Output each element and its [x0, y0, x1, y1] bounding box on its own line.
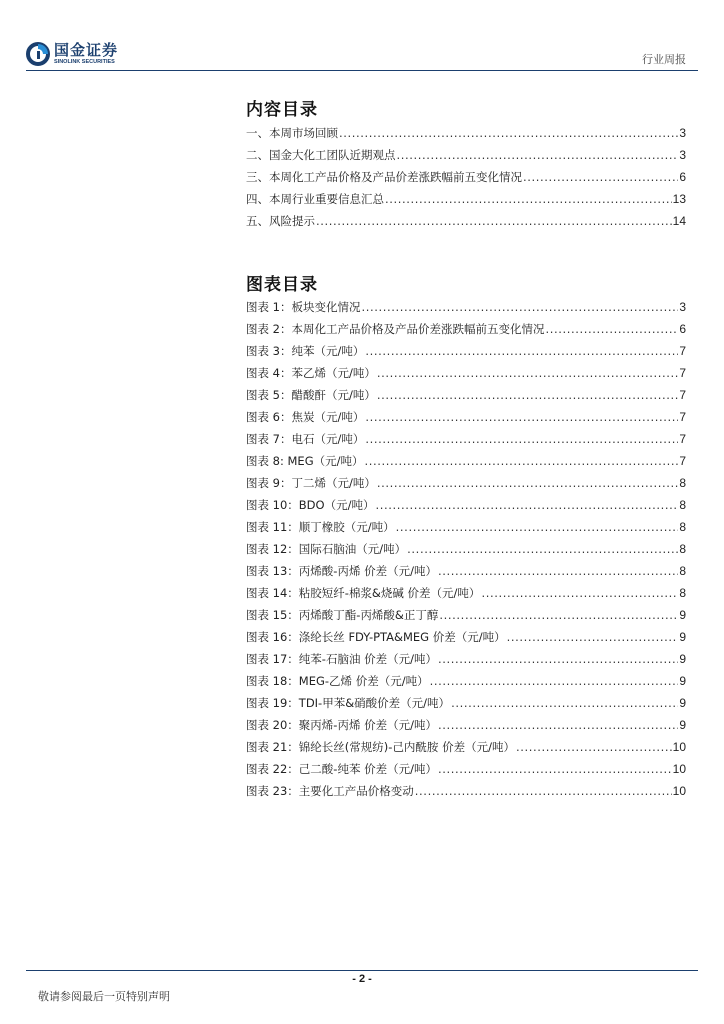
figure-item[interactable]	[246, 758, 686, 780]
toc-page-number: 9	[679, 718, 686, 732]
dot-leader	[523, 166, 678, 188]
dot-leader	[507, 626, 679, 648]
toc-label: 图表 16：涤纶长丝 FDY-PTA&MEG 价差（元/吨）	[246, 630, 506, 644]
toc-label: 图表 23：主要化工产品价格变动	[246, 784, 414, 798]
toc-label: 图表 10：BDO（元/吨）	[246, 498, 375, 512]
toc-page-number: 3	[679, 300, 686, 314]
dot-leader	[415, 780, 672, 802]
figure-item[interactable]	[246, 472, 686, 494]
figure-item[interactable]	[246, 538, 686, 560]
page-header	[0, 0, 724, 72]
toc-page-number: 8	[679, 542, 686, 556]
dot-leader	[365, 406, 678, 428]
toc-label: 一、本周市场回顾	[246, 126, 338, 140]
contents-title: 内容目录	[246, 100, 318, 120]
toc-label: 图表 19：TDI-甲苯&硝酸价差（元/吨）	[246, 696, 451, 710]
figure-item[interactable]	[246, 516, 686, 538]
dot-leader	[397, 144, 679, 166]
dot-leader	[451, 692, 678, 714]
toc-page-number: 7	[679, 388, 686, 402]
dot-leader	[407, 538, 678, 560]
dot-leader	[481, 582, 678, 604]
dot-leader	[516, 736, 672, 758]
toc-page-number: 14	[672, 214, 686, 228]
logo-chinese-name: 国金证券	[54, 41, 119, 59]
figure-item[interactable]	[246, 670, 686, 692]
toc-page-number: 6	[679, 170, 686, 184]
logo-english-name: SINOLINK SECURITIES	[54, 59, 115, 65]
toc-page-number: 9	[679, 652, 686, 666]
toc-label: 图表 11：顺丁橡胶（元/吨）	[246, 520, 395, 534]
dot-leader	[365, 340, 678, 362]
figure-item[interactable]	[246, 560, 686, 582]
toc-page-number: 9	[679, 674, 686, 688]
toc-label: 图表 22：己二酸-纯苯 价差（元/吨）	[246, 762, 437, 776]
toc-label: 图表 21：锦纶长丝(常规纺)-己内酰胺 价差（元/吨）	[246, 740, 515, 754]
toc-page-number: 3	[679, 148, 686, 162]
dot-leader	[377, 362, 678, 384]
toc-label: 图表 7：电石（元/吨）	[246, 432, 365, 446]
toc-page-number: 7	[679, 410, 686, 424]
toc-label: 图表 20：聚丙烯-丙烯 价差（元/吨）	[246, 718, 437, 732]
toc-page-number: 13	[672, 192, 686, 206]
disclaimer-note: 敬请参阅最后一页特别声明	[38, 990, 170, 1003]
toc-label: 图表 6：焦炭（元/吨）	[246, 410, 365, 424]
figure-item[interactable]	[246, 318, 686, 340]
toc-label: 图表 12：国际石脑油（元/吨）	[246, 542, 407, 556]
figure-item[interactable]	[246, 296, 686, 318]
dot-leader	[377, 384, 678, 406]
dot-leader	[438, 714, 678, 736]
figure-item[interactable]	[246, 450, 686, 472]
figure-item[interactable]	[246, 780, 686, 802]
toc-page-number: 7	[679, 366, 686, 380]
contents-item[interactable]	[246, 188, 686, 210]
header-divider	[26, 70, 698, 71]
dot-leader	[396, 516, 679, 538]
contents-item[interactable]	[246, 144, 686, 166]
dot-leader	[339, 122, 678, 144]
toc-label: 图表 9：丁二烯（元/吨）	[246, 476, 376, 490]
toc-label: 图表 13：丙烯酸-丙烯 价差（元/吨）	[246, 564, 437, 578]
toc-page-number: 10	[672, 762, 686, 776]
dot-leader	[361, 296, 678, 318]
toc-page-number: 8	[679, 476, 686, 490]
dot-leader	[430, 670, 679, 692]
toc-label: 五、风险提示	[246, 214, 315, 228]
dot-leader	[375, 494, 678, 516]
figure-item[interactable]	[246, 362, 686, 384]
dot-leader	[545, 318, 678, 340]
toc-page-number: 3	[679, 126, 686, 140]
toc-label: 四、本周行业重要信息汇总	[246, 192, 384, 206]
figure-item[interactable]	[246, 582, 686, 604]
toc-page-number: 7	[679, 454, 686, 468]
figure-item[interactable]	[246, 736, 686, 758]
sinolink-logo-icon	[26, 42, 50, 66]
toc-page-number: 7	[679, 344, 686, 358]
figures-list	[246, 296, 686, 802]
dot-leader	[377, 472, 678, 494]
toc-label: 图表 4：苯乙烯（元/吨）	[246, 366, 376, 380]
report-type-label: 行业周报	[642, 53, 686, 66]
toc-label: 图表 5：醋酸酐（元/吨）	[246, 388, 376, 402]
contents-item[interactable]	[246, 122, 686, 144]
toc-page-number: 7	[679, 432, 686, 446]
toc-page-number: 8	[679, 564, 686, 578]
company-logo	[26, 42, 118, 66]
contents-list	[246, 122, 686, 232]
dot-leader	[365, 428, 678, 450]
figure-item[interactable]	[246, 406, 686, 428]
toc-label: 图表 18：MEG-乙烯 价差（元/吨）	[246, 674, 429, 688]
figure-item[interactable]	[246, 340, 686, 362]
toc-page-number: 9	[679, 608, 686, 622]
figure-item[interactable]	[246, 604, 686, 626]
contents-item[interactable]	[246, 166, 686, 188]
toc-label: 图表 2：本周化工产品价格及产品价差涨跌幅前五变化情况	[246, 322, 545, 336]
toc-page-number: 8	[679, 520, 686, 534]
toc-label: 图表 3：纯苯（元/吨）	[246, 344, 365, 358]
figure-item[interactable]	[246, 626, 686, 648]
figure-item[interactable]	[246, 494, 686, 516]
figure-item[interactable]	[246, 648, 686, 670]
toc-page-number: 10	[672, 784, 686, 798]
toc-page-number: 8	[679, 586, 686, 600]
toc-label: 二、国金大化工团队近期观点	[246, 148, 396, 162]
figure-item[interactable]	[246, 692, 686, 714]
figure-item[interactable]	[246, 428, 686, 450]
footer-divider	[26, 970, 698, 971]
figures-title: 图表目录	[246, 275, 318, 295]
toc-page-number: 9	[679, 630, 686, 644]
dot-leader	[439, 604, 678, 626]
figure-item[interactable]	[246, 384, 686, 406]
contents-item[interactable]	[246, 210, 686, 232]
dot-leader	[438, 648, 678, 670]
toc-page-number: 6	[679, 322, 686, 336]
toc-page-number: 9	[679, 696, 686, 710]
toc-label: 图表 15：丙烯酸丁酯-丙烯酸&正丁醇	[246, 608, 439, 622]
figure-item[interactable]	[246, 714, 686, 736]
dot-leader	[385, 188, 672, 210]
toc-label: 图表 1：板块变化情况	[246, 300, 361, 314]
dot-leader	[438, 758, 672, 780]
dot-leader	[438, 560, 678, 582]
toc-page-number: 8	[679, 498, 686, 512]
toc-label: 图表 17：纯苯-石脑油 价差（元/吨）	[246, 652, 437, 666]
toc-label: 图表 14：粘胶短纤-棉浆&烧碱 价差（元/吨）	[246, 586, 481, 600]
dot-leader	[316, 210, 672, 232]
toc-label: 三、本周化工产品价格及产品价差涨跌幅前五变化情况	[246, 170, 522, 184]
toc-page-number: 10	[672, 740, 686, 754]
page-number: - 2 -	[352, 973, 372, 985]
dot-leader	[364, 450, 678, 472]
toc-label: 图表 8: MEG（元/吨）	[246, 454, 364, 468]
